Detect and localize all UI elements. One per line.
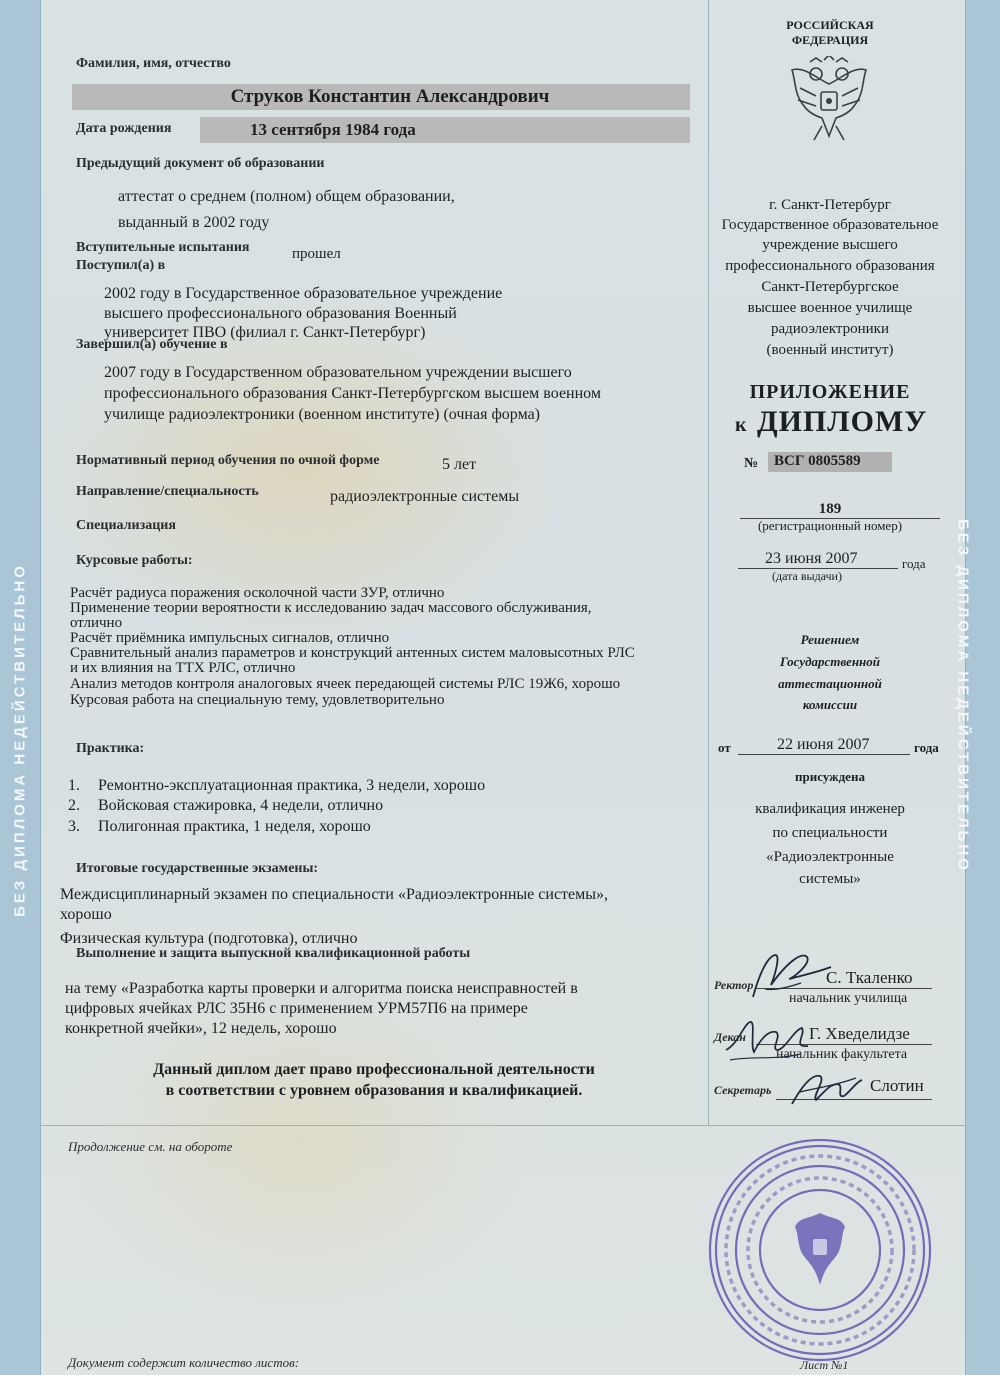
issue-date: 23 июня 2007 bbox=[765, 550, 858, 567]
thesis-line: цифровых ячейках РЛС 35Н6 с применением УРМ57П6 на примере bbox=[65, 1000, 528, 1017]
rector-label: Ректор bbox=[714, 978, 754, 992]
title-line-1: ПРИЛОЖЕНИЕ bbox=[749, 381, 911, 403]
institution-line: высшее военное училище bbox=[747, 300, 913, 316]
institution-line: г. Санкт-Петербург bbox=[769, 197, 891, 213]
coursework-line: Расчёт приёмника импульсных сигналов, отлично bbox=[70, 630, 390, 646]
decision-line: Решением bbox=[800, 632, 860, 647]
thesis-line: на тему «Разработка карты проверки и алгоритма поиска неисправностей в bbox=[65, 980, 578, 997]
institution-line: Санкт-Петербургское bbox=[761, 279, 899, 295]
practice-num: 2. bbox=[68, 797, 80, 814]
practice-item: Войсковая стажировка, 4 недели, отлично bbox=[98, 797, 384, 814]
coursework-line: и их влияния на ТТХ РЛС, отлично bbox=[70, 660, 296, 676]
birth-date-value: 13 сентября 1984 года bbox=[250, 120, 416, 139]
title-k: к bbox=[735, 414, 747, 436]
coursework-line: Расчёт радиуса поражения осколочной части ЗУР, отлично bbox=[70, 585, 445, 601]
country-line-2: ФЕДЕРАЦИЯ bbox=[791, 33, 869, 47]
admitted-label: Поступил(а) в bbox=[76, 258, 166, 273]
period-label: Нормативный период обучения по очной форме bbox=[76, 453, 380, 468]
column-divider bbox=[708, 0, 709, 1125]
institution-line: профессионального образования bbox=[725, 258, 935, 274]
sheet-count-label: Документ содержит количество листов: bbox=[68, 1355, 300, 1370]
institution-line: (военный институт) bbox=[766, 342, 894, 358]
qualification-line: по специальности bbox=[772, 825, 888, 841]
continued-note: Продолжение см. на обороте bbox=[68, 1139, 233, 1154]
issue-year-word: года bbox=[902, 556, 926, 571]
exam-line: Физическая культура (подготовка), отлично bbox=[60, 930, 358, 947]
completed-line-3: училище радиоэлектроники (военном институте) (очная форма) bbox=[104, 406, 541, 423]
entrance-result: прошел bbox=[292, 246, 341, 262]
prev-doc-line-2: выданный в 2002 году bbox=[118, 214, 270, 231]
prev-doc-label: Предыдущий документ об образовании bbox=[76, 156, 325, 171]
admitted-line-2: высшего профессионального образования Военный bbox=[104, 305, 457, 322]
bottom-divider bbox=[40, 1125, 966, 1126]
direction-label: Направление/специальность bbox=[76, 484, 259, 499]
dean-signature bbox=[720, 1010, 815, 1068]
birth-date-label: Дата рождения bbox=[76, 121, 172, 136]
admitted-line-3: университет ПВО (филиал г. Санкт-Петербург) bbox=[104, 324, 426, 341]
diploma-number: ВСГ 0805589 bbox=[774, 453, 861, 469]
practice-num: 3. bbox=[68, 818, 80, 835]
dean-label: Декан bbox=[714, 1030, 746, 1044]
awarded-label: присуждена bbox=[795, 769, 865, 784]
official-seal-stamp bbox=[705, 1135, 935, 1365]
exams-label: Итоговые государственные экзамены: bbox=[76, 861, 319, 876]
issue-caption: (дата выдачи) bbox=[772, 569, 842, 583]
completed-line-2: профессионального образования Санкт-Петербургском высшем военном bbox=[104, 385, 601, 402]
thesis-line: конкретной ячейки», 12 недель, хорошо bbox=[65, 1020, 337, 1037]
secretary-name: Слотин bbox=[870, 1076, 924, 1095]
dean-name: Г. Хведелидзе bbox=[809, 1024, 910, 1043]
admitted-line-1: 2002 году в Государственное образовательное учреждение bbox=[104, 285, 503, 302]
reg-number: 189 bbox=[818, 501, 842, 517]
coursework-line: Курсовая работа на специальную тему, удовлетворительно bbox=[70, 692, 445, 708]
secretary-signature bbox=[786, 1062, 866, 1114]
thesis-label: Выполнение и защита выпускной квалификационной работы bbox=[76, 946, 471, 961]
practice-label: Практика: bbox=[76, 741, 145, 756]
entrance-label: Вступительные испытания bbox=[76, 240, 250, 255]
sheet-number: Лист №1 bbox=[800, 1358, 849, 1372]
exam-line: хорошо bbox=[60, 906, 112, 923]
coursework-line: Анализ методов контроля аналоговых ячеек передающей системы РЛС 19Ж6, хорошо bbox=[70, 676, 621, 692]
coat-of-arms-emblem-icon bbox=[786, 56, 872, 148]
title-line-2: ДИПЛОМУ bbox=[757, 405, 928, 438]
full-name-value: Струков Константин Александрович bbox=[230, 86, 550, 107]
rector-title: начальник училища bbox=[789, 991, 908, 1006]
right-strip-text: БЕЗ ДИПЛОМА НЕДЕЙСТВИТЕЛЬНО bbox=[954, 519, 972, 873]
period-value: 5 лет bbox=[442, 456, 477, 473]
practice-item: Полигонная практика, 1 неделя, хорошо bbox=[98, 818, 371, 835]
decision-from: от bbox=[718, 740, 731, 755]
full-name-label: Фамилия, имя, отчество bbox=[76, 56, 231, 71]
prev-doc-line-1: аттестат о среднем (полном) общем образовании, bbox=[118, 188, 455, 205]
practice-num: 1. bbox=[68, 777, 80, 794]
rector-signature bbox=[745, 945, 840, 1005]
completed-line-1: 2007 году в Государственном образовательном учреждении высшего bbox=[104, 364, 572, 381]
rights-line-2: в соответствии с уровнем образования и квалификацией. bbox=[165, 1082, 583, 1099]
qualification-line: системы» bbox=[799, 871, 861, 887]
dean-title: начальник факультета bbox=[776, 1047, 908, 1062]
decision-date-underline bbox=[738, 754, 910, 755]
country-line-1: РОССИЙСКАЯ bbox=[786, 18, 874, 32]
institution-line: учреждение высшего bbox=[762, 237, 898, 253]
decision-line: комиссии bbox=[802, 697, 858, 712]
decision-date: 22 июня 2007 bbox=[777, 736, 870, 753]
number-sign: № bbox=[744, 456, 759, 471]
direction-value: радиоэлектронные системы bbox=[330, 488, 520, 505]
practice-item: Ремонтно-эксплуатационная практика, 3 недели, хорошо bbox=[98, 777, 486, 794]
institution-line: Государственное образовательное bbox=[721, 217, 939, 233]
coursework-line: Применение теории вероятности к исследованию задач массового обслуживания, bbox=[70, 600, 592, 616]
exam-line: Междисциплинарный экзамен по специальности «Радиоэлектронные системы», bbox=[60, 886, 609, 903]
completed-label: Завершил(а) обучение в bbox=[76, 337, 228, 352]
coursework-line: отлично bbox=[70, 615, 123, 631]
coursework-line: Сравнительный анализ параметров и конструкций антенных систем маловысотных РЛС bbox=[70, 645, 635, 661]
decision-line: аттестационной bbox=[778, 676, 882, 691]
qualification-line: квалификация инженер bbox=[755, 801, 905, 817]
decision-year-word: года bbox=[914, 740, 939, 755]
rights-line-1: Данный диплом дает право профессиональной деятельности bbox=[153, 1061, 595, 1078]
left-strip-text: БЕЗ ДИПЛОМА НЕДЕЙСТВИТЕЛЬНО bbox=[11, 563, 29, 917]
qualification-line: «Радиоэлектронные bbox=[766, 849, 894, 865]
institution-line: радиоэлектроники bbox=[770, 321, 889, 337]
decision-line: Государственной bbox=[779, 654, 880, 669]
secretary-label: Секретарь bbox=[714, 1083, 772, 1097]
rector-name: С. Ткаленко bbox=[826, 968, 913, 987]
coursework-label: Курсовые работы: bbox=[76, 553, 193, 568]
reg-caption: (регистрационный номер) bbox=[757, 518, 903, 533]
specialization-label: Специализация bbox=[76, 518, 176, 533]
